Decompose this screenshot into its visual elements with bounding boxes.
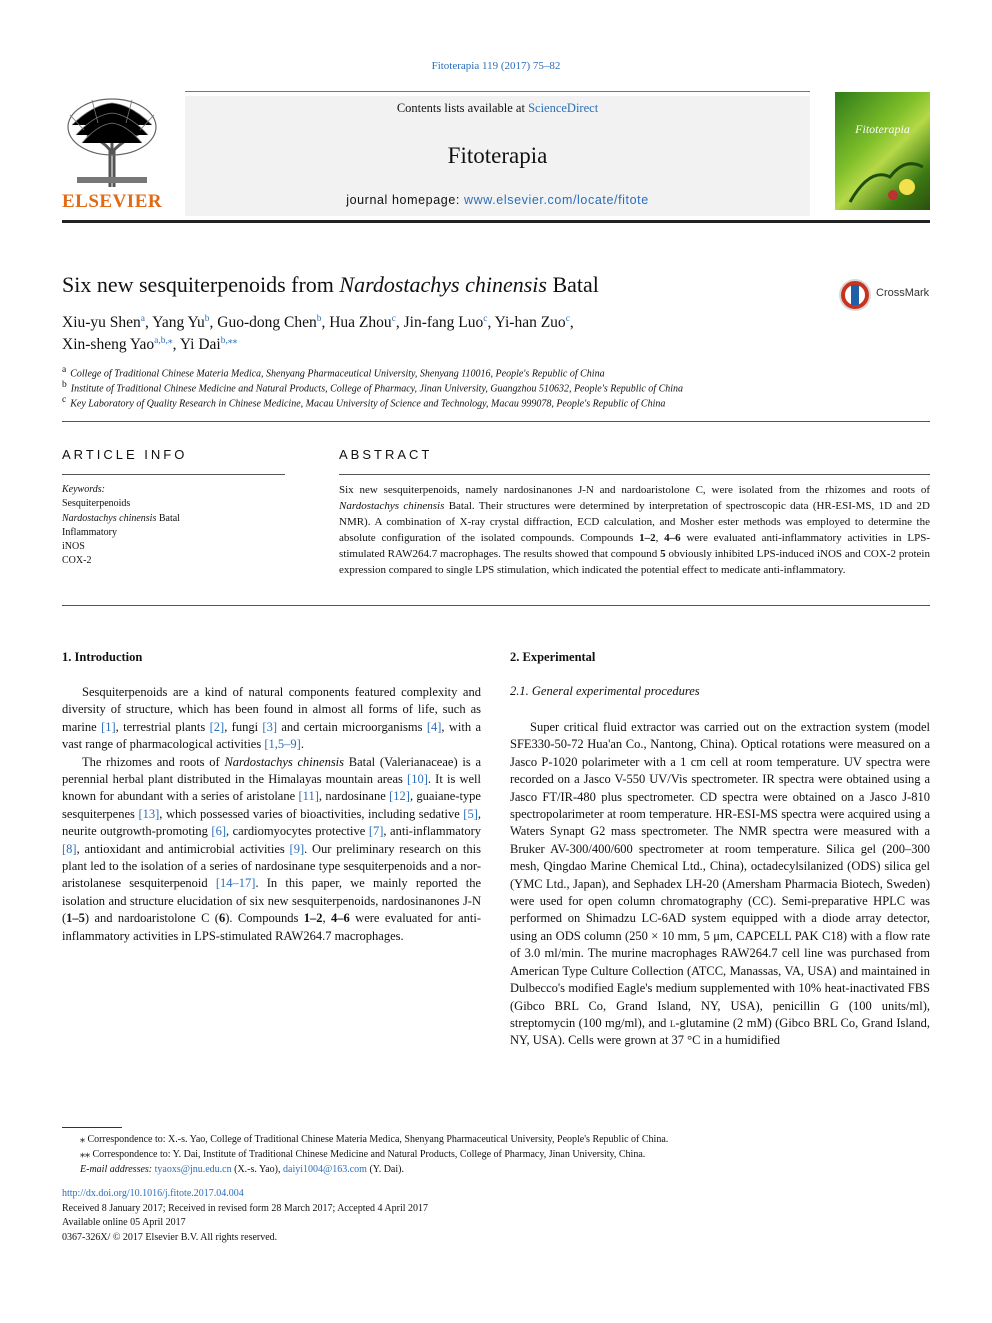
title-species: Nardostachys chinensis <box>339 272 547 297</box>
author-list-line-1: Xiu-yu Shen$^a$, Yang Yu$^b$, Guo-dong Chen$^b$, Hua Zhou$^c$, Jin-fang Luo$^c$, Yi-han Zuo$^c$, <box>62 314 574 332</box>
header-divider <box>62 220 930 223</box>
affiliation-text: Key Laboratory of Quality Research in Chinese Medicine, Macau University of Science and Technology, Macau 999078, People's Republic of China <box>70 398 666 410</box>
author[interactable]: Jin-fang Luo <box>403 314 484 332</box>
contents-prefix: Contents lists available at <box>396 101 529 115</box>
affiliation-sup: b <box>62 380 67 390</box>
online-date: Available online 05 April 2017 <box>62 1217 186 1228</box>
author[interactable]: Yang Yu <box>152 314 205 332</box>
journal-name: Fitoterapia <box>447 143 548 168</box>
citation-link[interactable]: [14–17] <box>215 876 256 891</box>
keyword-italic: Nardostachys chinensis <box>62 512 157 524</box>
email-label: E-mail addresses: <box>80 1164 155 1175</box>
homepage-link[interactable]: www.elsevier.com/locate/fitote <box>464 193 649 207</box>
abstract-part: Six new sesquiterpenoids, namely nardosinanones J-N and nardoaristolone C, were isolated from the rhizomes and roots of <box>339 484 930 496</box>
citation-link[interactable]: [1,5–9] <box>264 737 301 752</box>
citation-link[interactable]: [8] <box>62 841 77 856</box>
contents-line <box>185 101 810 116</box>
publication-info <box>62 1187 428 1245</box>
crossmark-badge[interactable] <box>838 278 930 312</box>
author-affil-sup[interactable]: b <box>316 314 322 324</box>
author-affil-sup[interactable]: c <box>391 314 396 324</box>
author[interactable]: Yi Dai <box>179 336 221 354</box>
abstract-part: , <box>655 532 665 544</box>
keyword: Inflammatory <box>62 526 117 538</box>
crossmark-icon <box>838 278 872 312</box>
paragraph: The rhizomes and roots of Nardostachys chinensis Batal (Valerianaceae) is a perennial herbal plant distributed in the Himalayas mountain areas [10]. It is well known for abundant with a series of aristolane [11], nardosinane [12], guaiane-type sesquiterpenes [13], which possessed varies of bioactivities, including sedative [5], neurite outgrowth-promoting [6], cardiomyocytes protective [7], anti-inflammatory [8], antioxidant and antimicrobial activities [9]. Our preliminary research on this plant led to the isolation of a series of nardosinane type sesquiterpenoids and a nor-aristolanese sesquiterpenoid [14–17]. In this paper, we mainly reported the isolation and structure elucidation of six new sesquiterpenoids, nardosinanones J-N (1–5) and nardoaristolone C (6). Compounds 1–2, 4–6 were evaluated for anti-inflammatory activities in LPS-stimulated RAW264.7 macrophages. <box>62 754 482 943</box>
affiliation <box>62 365 605 379</box>
paragraph: Super critical fluid extractor was carried out on the extraction system (model SFE330-50-72 Hua'an Co., Nantong, China). Optical rotations were measured on a Jasco P-1020 polarimeter with a 1 cm cell at room temperature. UV spectra were recorded on a Jasco V-550 UV/Vis spectrometer. IR spectra were obtained using a Jasco FT/IR-480 plus spectrometer. CD spectra were obtained on a Jasco J-810 spectropolarimeter at room temperature. HR-ESI-MS spectra were acquired using a Waters Synapt G2 mass spectrometer. The NMR spectra were measured with a Bruker AV-300/400/600 spectrometer at room temperature. Silica gel (200–300 mesh, Qingdao Marine Chemical Ltd., China), octadecylsilanized (ODS) silica gel (YMC Ltd., Japan), and Sephadex LH-20 (Amersham Pharmacia Biotech, Sweden) were used for open column chromatography (CC). Semi-preparative HPLC was performed on Shimadzu LC-6AD system equipped with a diode array detector, using an ODS column (250 × 10 mm, 5 μm, CAPCELL PAK C18) with a flow rate of 3.0 ml/min. The murine macrophages RAW264.7 cell line was purchased from American Type Culture Collection (ATCC, Manassas, VA, USA) and maintained in Dulbecco's modified Eagle's medium supplemented with 10% heat-inactivated FBS (Gibco BRL Co, Grand Island, NY, USA), penicillin G (100 units/ml), streptomycin (100 mg/ml), and l-glutamine (2 mM) (Gibco BRL Co, Grand Island, NY, USA). Cells were grown at 37 °C in a humidified <box>510 720 930 1048</box>
homepage-prefix: journal homepage: <box>346 193 465 207</box>
abstract-part: Batal. Their structures were determined by interpretation of spectroscopic data (HR-ESI-MS, 1D and 2D NMR). A combination of X-ray crystal diffraction, ECD calculation, and Mosher ester methods was employed to determine the absolute configuration of the isolated compounds. Compounds <box>339 500 931 544</box>
affiliation-text: Institute of Traditional Chinese Medicine and Natural Products, College of Pharmacy, Jinan University, Guangzhou 510632, People's Republic of China <box>70 383 684 395</box>
author[interactable]: Hua Zhou <box>329 314 392 332</box>
abstract-heading: ABSTRACT <box>339 447 433 462</box>
sciencedirect-link[interactable]: ScienceDirect <box>528 101 599 115</box>
cover-title: Fitoterapia <box>855 122 910 136</box>
author-affil-sup[interactable]: c <box>483 314 488 324</box>
experimental-subheading: 2.1. General experimental procedures <box>510 684 700 698</box>
author-affil-sup[interactable]: c <box>565 314 570 324</box>
experimental-body <box>510 719 930 1050</box>
divider <box>62 474 285 475</box>
citation-link[interactable]: [9] <box>289 841 305 856</box>
citation-link[interactable]: [11] <box>298 789 319 804</box>
author[interactable]: Xiu-yu Shen <box>62 314 141 332</box>
experimental-heading: 2. Experimental <box>510 650 596 664</box>
keyword-suffix: Batal <box>156 512 180 524</box>
paragraph: Sesquiterpenoids are a kind of natural components featured complexity and diversity of structure, which has been found in almost all forms of life, such as marine [1], terrestrial plants [2], fungi [3] and certain microorganisms [4], with a vast range of pharmacological activities [1,5–9]. <box>62 685 482 752</box>
affiliation-sup: c <box>62 395 67 405</box>
received-dates: Received 8 January 2017; Received in revised form 28 March 2017; Accepted 4 April 2017 <box>62 1202 429 1214</box>
keyword-species <box>62 512 180 526</box>
footnotes <box>62 1132 930 1177</box>
divider <box>62 605 930 606</box>
keyword: Sesquiterpenoids <box>62 498 131 510</box>
citation-link[interactable]: [10] <box>407 772 428 787</box>
citation-link[interactable]: [12] <box>389 789 410 804</box>
journal-homepage-line <box>185 193 810 207</box>
email-footnote: E-mail addresses: tyaoxs@jnu.edu.cn (X.-s. Yao), daiyi1004@163.com (Y. Dai). <box>80 1164 404 1175</box>
compound-ref: 4–6 <box>664 532 681 544</box>
author[interactable]: Guo-dong Chen <box>217 314 317 332</box>
elsevier-wordmark: ELSEVIER <box>62 191 163 212</box>
citation-link[interactable]: [7] <box>368 824 384 839</box>
title-text: Six new sesquiterpenoids from <box>62 272 340 297</box>
citation-link[interactable]: [3] <box>262 719 277 734</box>
title-suffix: Batal <box>546 272 599 297</box>
abstract-part: were evaluated anti-inflammatory activities in LPS-stimulated RAW264.7 macrophages. The results showed that compound <box>339 532 930 560</box>
header-top-rule <box>185 91 810 92</box>
footnote-rule <box>62 1127 122 1128</box>
author-affil-sup[interactable]: b <box>204 314 210 324</box>
divider <box>339 474 930 475</box>
affiliation-text: College of Traditional Chinese Materia Medica, Shenyang Pharmaceutical University, Shenyang 110016, People's Republic of China <box>70 368 605 380</box>
citation-link[interactable]: [6] <box>211 824 226 839</box>
divider <box>62 421 930 422</box>
introduction-heading: 1. Introduction <box>62 650 143 664</box>
keyword: iNOS <box>62 541 85 553</box>
abstract-species: Nardostachys chinensis <box>339 500 445 512</box>
introduction-body <box>62 684 481 945</box>
keywords-label: Keywords: <box>62 484 105 495</box>
compound-ref: 5 <box>660 548 666 560</box>
citation-link[interactable]: [5] <box>463 806 478 821</box>
article-title <box>62 272 599 298</box>
footnote: ⁎⁎ Correspondence to: Y. Dai, Institute of Traditional Chinese Medicine and Natural Products, College of Pharmacy, Jinan University, China. <box>80 1149 646 1160</box>
author-affil-sup[interactable]: b,⁎⁎ <box>220 336 238 346</box>
email-link[interactable]: daiyi1004@163.com <box>283 1164 367 1175</box>
author-affil-sup[interactable]: a,b,⁎ <box>154 336 173 346</box>
author[interactable]: Xin-sheng Yao <box>62 336 155 354</box>
affiliation-sup: a <box>62 365 67 375</box>
journal-cover-image[interactable] <box>835 92 930 210</box>
citation-link[interactable]: [2] <box>209 719 225 734</box>
citation-link[interactable]: [1] <box>101 719 116 734</box>
author-affil-sup[interactable]: a <box>140 314 146 324</box>
journal-citation[interactable]: Fitoterapia 119 (2017) 75–82 <box>431 60 561 72</box>
email-link[interactable]: tyaoxs@jnu.edu.cn <box>154 1164 232 1175</box>
abstract-text <box>339 482 930 578</box>
keywords-block <box>62 483 180 569</box>
abstract-part: obviously inhibited LPS-induced iNOS and COX-2 protein expression compared to single LPS stimulation, which indicated the potential effect to medicate anti-inflammatory. <box>339 548 930 576</box>
doi-link[interactable]: http://dx.doi.org/10.1016/j.fitote.2017.04.004 <box>62 1188 244 1199</box>
article-info-heading: ARTICLE INFO <box>62 447 188 462</box>
copyright: 0367-326X/ © 2017 Elsevier B.V. All rights reserved. <box>62 1231 278 1243</box>
footnote: ⁎ Correspondence to: X.-s. Yao, College of Traditional Chinese Materia Medica, Shenyang Pharmaceutical University, People's Republic of China. <box>80 1134 669 1145</box>
keyword: COX-2 <box>62 555 92 567</box>
crossmark-label: CrossMark <box>876 287 930 299</box>
affiliation <box>62 380 683 394</box>
compound-ref: 1–2 <box>639 532 656 544</box>
citation-link[interactable]: [4] <box>426 719 442 734</box>
affiliation <box>62 395 665 409</box>
citation-link[interactable]: [13] <box>138 806 160 821</box>
author[interactable]: Yi-han Zuo <box>494 314 566 332</box>
author-list-line-2: Xin-sheng Yao$^{a,b,⁎}$, Yi Dai$^{b,⁎⁎}$ <box>62 336 238 354</box>
